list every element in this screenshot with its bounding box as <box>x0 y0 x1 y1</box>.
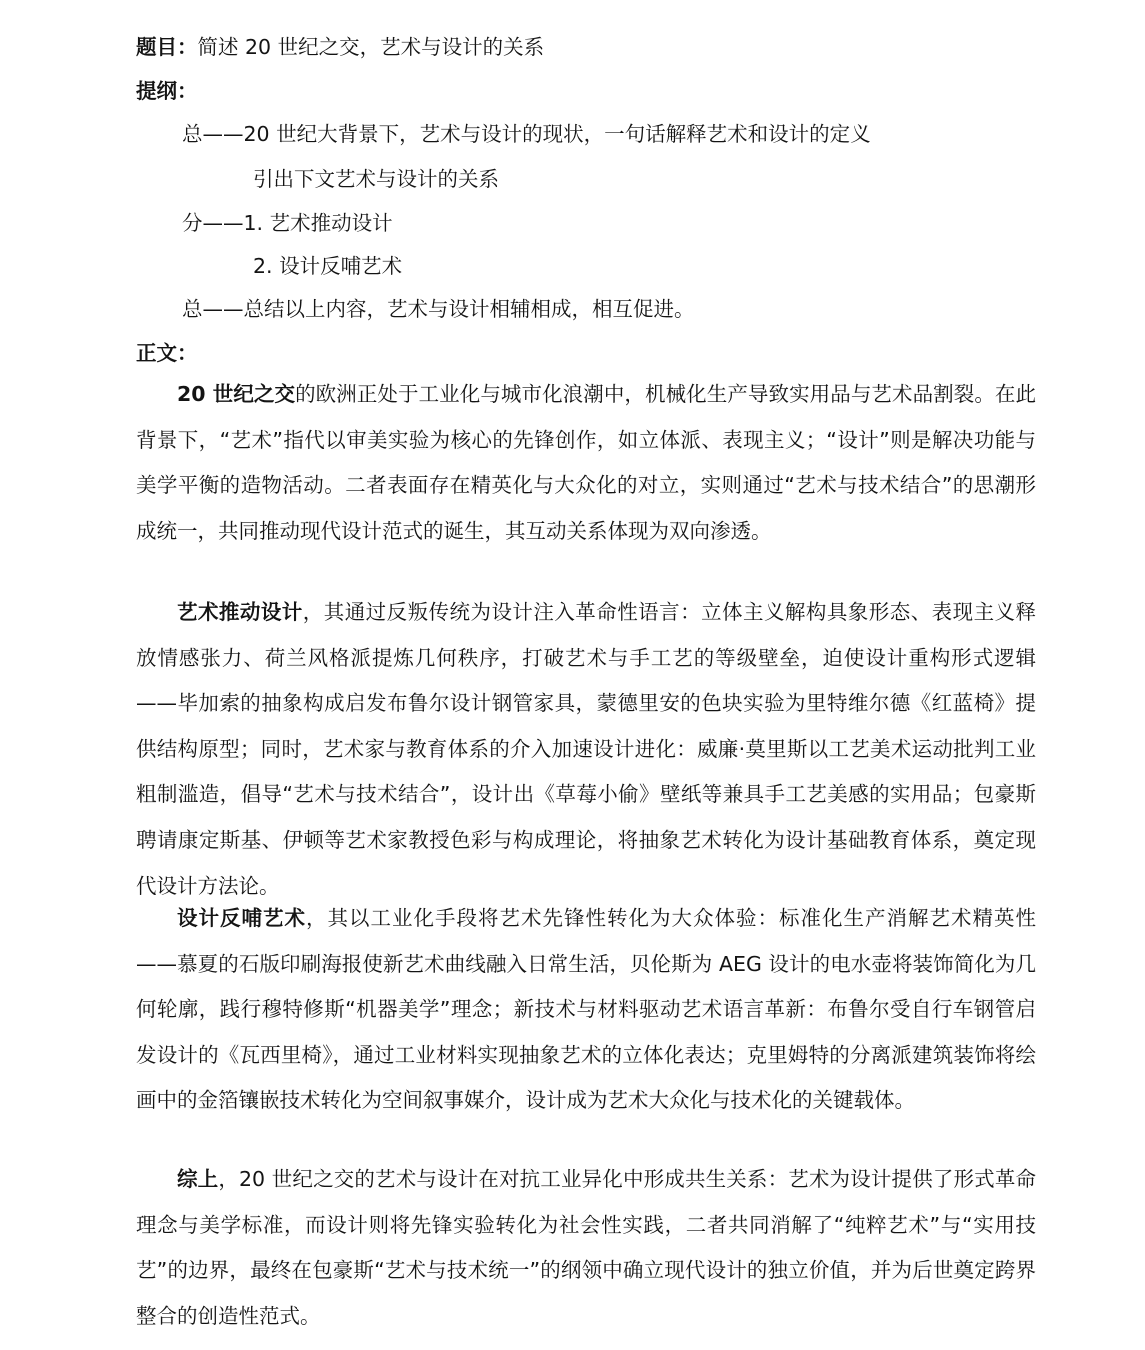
body-paragraph <box>136 590 1036 909</box>
outline-item: 总——20 世纪大背景下，艺术与设计的现状，一句话解释艺术和设计的定义 <box>182 122 871 146</box>
paragraph-text: 的欧洲正处于工业化与城市化浪潮中，机械化生产导致实用品与艺术品割裂。在此背景下，“艺术”指代以审美实验为核心的先锋创作，如立体派、表现主义；“设计”则是解决功能与美学平衡的造物活动。二者表面存在精英化与大众化的对立，实则通过“艺术与技术结合”的思潮形成统一，共同推动现代设计范式的诞生，其互动关系体现为双向渗透。 <box>136 382 1037 543</box>
body-paragraph <box>136 896 1036 1124</box>
outline-item: 2. 设计反哺艺术 <box>253 254 403 278</box>
paragraph-text: ，其通过反叛传统为设计注入革命性语言：立体主义解构具象形态、表现主义释放情感张力、荷兰风格派提炼几何秩序，打破艺术与手工艺的等级壁垒，迫使设计重构形式逻辑——毕加索的抽象构成启发布鲁尔设计钢管家具，蒙德里安的色块实验为里特维尔德《红蓝椅》提供结构原型；同时，艺术家与教育体系的介入加速设计进化：威廉·莫里斯以工艺美术运动批判工业粗制滥造，倡导“艺术与技术结合”，设计出《草莓小偷》壁纸等兼具手工艺美感的实用品；包豪斯聘请康定斯基、伊顿等艺术家教授色彩与构成理论，将抽象艺术转化为设计基础教育体系，奠定现代设计方法论。 <box>136 600 1037 898</box>
title-label: 题目： <box>136 35 198 59</box>
body-heading: 正文： <box>136 341 198 365</box>
paragraph-lead: 设计反哺艺术 <box>177 906 306 930</box>
paragraph-lead: 艺术推动设计 <box>177 600 303 624</box>
paragraph-lead: 综上 <box>177 1167 219 1191</box>
title-line <box>136 33 544 61</box>
outline-item: 引出下文艺术与设计的关系 <box>253 167 499 191</box>
body-paragraph <box>136 1157 1036 1339</box>
paragraph-lead: 20 世纪之交 <box>177 382 296 406</box>
outline-item: 分——1. 艺术推动设计 <box>182 211 393 235</box>
paragraph-text: ，20 世纪之交的艺术与设计在对抗工业异化中形成共生关系：艺术为设计提供了形式革命理念与美学标准，而设计则将先锋实验转化为社会性实践，二者共同消解了“纯粹艺术”与“实用技艺”的边界，最终在包豪斯“艺术与技术统一”的纲领中确立现代设计的独立价值，并为后世奠定跨界整合的创造性范式。 <box>136 1167 1036 1328</box>
outline-heading: 提纲： <box>136 79 198 103</box>
paragraph-text: ，其以工业化手段将艺术先锋性转化为大众体验：标准化生产消解艺术精英性——慕夏的石版印刷海报使新艺术曲线融入日常生活，贝伦斯为 AEG 设计的电水壶将装饰简化为几何轮廓，践行穆特修斯“机器美学”理念；新技术与材料驱动艺术语言革新：布鲁尔受自行车钢管启发设计的《瓦西里椅》，通过工业材料实现抽象艺术的立体化表达；克里姆特的分离派建筑装饰将绘画中的金箔镶嵌技术转化为空间叙事媒介，设计成为艺术大众化与技术化的关键载体。 <box>136 906 1036 1113</box>
body-paragraph <box>136 372 1036 554</box>
title-text: 简述 20 世纪之交，艺术与设计的关系 <box>197 35 545 59</box>
outline-item: 总——总结以上内容，艺术与设计相辅相成，相互促进。 <box>182 297 695 321</box>
